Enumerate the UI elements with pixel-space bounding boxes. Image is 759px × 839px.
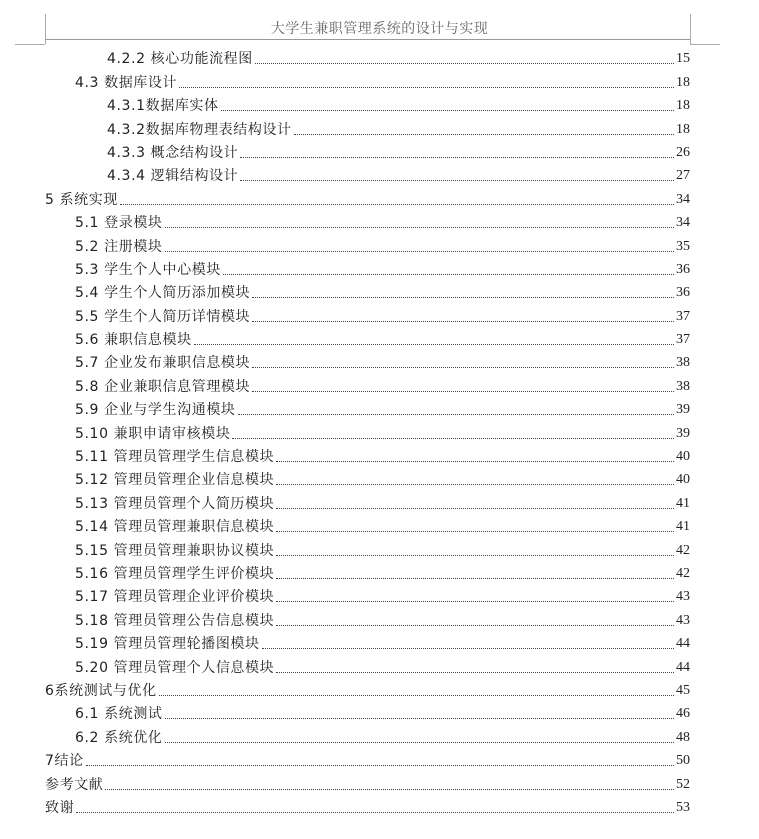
toc-entry[interactable] [45, 536, 690, 559]
toc-entry-label: 5.15 管理员管理兼职协议模块 [75, 542, 275, 559]
toc-entry-page-number: 45 [676, 682, 690, 698]
toc-entry-label: 5.12 管理员管理企业信息模块 [75, 472, 275, 489]
toc-entry[interactable] [45, 583, 690, 606]
toc-dot-leader [255, 63, 674, 64]
toc-entry-label: 致谢 [45, 799, 75, 816]
header-rule [45, 39, 690, 40]
toc-entry-page-number: 40 [676, 449, 690, 465]
toc-entry[interactable] [45, 372, 690, 395]
toc-dot-leader [276, 531, 674, 532]
toc-entry[interactable] [45, 279, 690, 302]
toc-entry[interactable] [45, 747, 690, 770]
toc-entry-page-number: 26 [676, 144, 690, 160]
toc-entry-page-number: 34 [676, 215, 690, 231]
toc-entry-label: 5.13 管理员管理个人简历模块 [75, 495, 275, 512]
toc-entry[interactable] [45, 489, 690, 512]
toc-entry-page-number: 36 [676, 261, 690, 277]
toc-entry[interactable] [45, 115, 690, 138]
toc-entry[interactable] [45, 92, 690, 115]
toc-dot-leader [165, 742, 674, 743]
toc-dot-leader [276, 601, 674, 602]
toc-entry[interactable] [45, 256, 690, 279]
toc-entry-label: 5.9 企业与学生沟通模块 [75, 402, 236, 419]
toc-dot-leader [276, 578, 674, 579]
toc-entry-page-number: 39 [676, 402, 690, 418]
toc-dot-leader [105, 789, 674, 790]
toc-entry-label: 4.2.2 核心功能流程图 [107, 51, 253, 68]
toc-entry-page-number: 18 [676, 121, 690, 137]
toc-dot-leader [276, 508, 674, 509]
toc-entry[interactable] [45, 466, 690, 489]
toc-entry[interactable] [45, 209, 690, 232]
toc-dot-leader [120, 204, 674, 205]
toc-dot-leader [276, 484, 674, 485]
toc-dot-leader [276, 461, 674, 462]
crop-mark-top-left-horizontal [15, 44, 45, 45]
toc-dot-leader [179, 87, 674, 88]
toc-entry-page-number: 35 [676, 238, 690, 254]
toc-entry-label: 5.10 兼职申请审核模块 [75, 425, 231, 442]
page-header-title: 大学生兼职管理系统的设计与实现 [270, 21, 489, 37]
toc-entry-label: 5.6 兼职信息模块 [75, 332, 192, 349]
toc-entry-page-number: 44 [676, 636, 690, 652]
toc-entry-label: 5.7 企业发布兼职信息模块 [75, 355, 251, 372]
toc-entry-page-number: 48 [676, 729, 690, 745]
toc-entry-page-number: 53 [676, 799, 690, 815]
toc-entry-page-number: 37 [676, 332, 690, 348]
toc-entry-page-number: 43 [676, 589, 690, 605]
toc-entry-page-number: 37 [676, 308, 690, 324]
toc-dot-leader [276, 625, 674, 626]
toc-entry-label: 7结论 [45, 753, 84, 770]
toc-dot-leader [252, 367, 674, 368]
toc-entry-page-number: 27 [676, 168, 690, 184]
toc-dot-leader [165, 718, 674, 719]
toc-entry[interactable] [45, 185, 690, 208]
toc-entry[interactable] [45, 45, 690, 68]
toc-entry-label: 4.3.3 概念结构设计 [107, 144, 239, 161]
toc-entry-page-number: 38 [676, 378, 690, 394]
toc-entry-page-number: 18 [676, 98, 690, 114]
toc-entry[interactable] [45, 349, 690, 372]
toc-dot-leader [276, 555, 674, 556]
toc-entry-label: 6.1 系统测试 [75, 706, 163, 723]
toc-entry[interactable] [45, 700, 690, 723]
toc-dot-leader [223, 274, 674, 275]
toc-dot-leader [194, 344, 674, 345]
toc-entry-label: 5.3 学生个人中心模块 [75, 261, 221, 278]
toc-dot-leader [294, 134, 674, 135]
toc-entry[interactable] [45, 606, 690, 629]
toc-entry[interactable] [45, 794, 690, 817]
toc-entry-page-number: 34 [676, 191, 690, 207]
toc-entry-page-number: 18 [676, 74, 690, 90]
crop-mark-top-right-horizontal [690, 44, 720, 45]
toc-entry[interactable] [45, 723, 690, 746]
toc-dot-leader [252, 391, 674, 392]
toc-entry[interactable] [45, 302, 690, 325]
toc-dot-leader [238, 414, 674, 415]
toc-dot-leader [252, 297, 674, 298]
toc-entry[interactable] [45, 326, 690, 349]
toc-dot-leader [262, 648, 674, 649]
toc-entry-label: 6系统测试与优化 [45, 682, 157, 699]
table-of-contents [45, 45, 690, 817]
toc-entry-label: 5.14 管理员管理兼职信息模块 [75, 519, 275, 536]
toc-entry-page-number: 44 [676, 659, 690, 675]
toc-entry-label: 5 系统实现 [45, 191, 118, 208]
toc-entry[interactable] [45, 630, 690, 653]
toc-entry-label: 5.1 登录模块 [75, 215, 163, 232]
toc-entry-page-number: 41 [676, 495, 690, 511]
toc-entry-page-number: 50 [676, 753, 690, 769]
toc-entry[interactable] [45, 443, 690, 466]
toc-entry-label: 6.2 系统优化 [75, 729, 163, 746]
toc-entry-label: 4.3.1数据库实体 [107, 98, 219, 115]
toc-entry-label: 5.16 管理员管理学生评价模块 [75, 565, 275, 582]
toc-entry-page-number: 39 [676, 425, 690, 441]
toc-dot-leader [232, 438, 674, 439]
toc-entry[interactable] [45, 232, 690, 255]
toc-entry[interactable] [45, 396, 690, 419]
toc-entry-label: 5.5 学生个人简历详情模块 [75, 308, 251, 325]
toc-entry[interactable] [45, 677, 690, 700]
toc-entry-page-number: 41 [676, 519, 690, 535]
toc-entry-label: 参考文献 [45, 776, 104, 793]
toc-entry[interactable] [45, 513, 690, 536]
toc-dot-leader [86, 765, 674, 766]
toc-entry-page-number: 40 [676, 472, 690, 488]
toc-entry-label: 5.8 企业兼职信息管理模块 [75, 378, 251, 395]
toc-entry[interactable] [45, 162, 690, 185]
toc-entry-label: 5.17 管理员管理企业评价模块 [75, 589, 275, 606]
toc-entry-label: 4.3.4 逻辑结构设计 [107, 168, 239, 185]
toc-entry[interactable] [45, 419, 690, 442]
toc-dot-leader [276, 672, 674, 673]
toc-entry-page-number: 52 [676, 776, 690, 792]
toc-dot-leader [240, 180, 674, 181]
toc-entry-label: 5.11 管理员管理学生信息模块 [75, 449, 275, 466]
toc-entry[interactable] [45, 68, 690, 91]
toc-entry[interactable] [45, 653, 690, 676]
toc-dot-leader [165, 227, 674, 228]
toc-entry[interactable] [45, 139, 690, 162]
toc-dot-leader [76, 812, 674, 813]
toc-entry-page-number: 42 [676, 542, 690, 558]
toc-entry-label: 4.3.2数据库物理表结构设计 [107, 121, 292, 138]
toc-entry-page-number: 46 [676, 706, 690, 722]
toc-entry-page-number: 43 [676, 612, 690, 628]
toc-entry-page-number: 38 [676, 355, 690, 371]
toc-dot-leader [240, 157, 674, 158]
toc-dot-leader [221, 110, 674, 111]
toc-entry-label: 4.3 数据库设计 [75, 74, 178, 91]
toc-dot-leader [252, 321, 674, 322]
toc-dot-leader [165, 251, 674, 252]
toc-dot-leader [159, 695, 674, 696]
toc-entry-label: 5.19 管理员管理轮播图模块 [75, 636, 260, 653]
toc-entry-label: 5.2 注册模块 [75, 238, 163, 255]
toc-entry-page-number: 15 [676, 51, 690, 67]
toc-entry[interactable] [45, 560, 690, 583]
toc-entry-label: 5.20 管理员管理个人信息模块 [75, 659, 275, 676]
toc-entry-label: 5.4 学生个人简历添加模块 [75, 285, 251, 302]
toc-entry-page-number: 42 [676, 565, 690, 581]
toc-entry-page-number: 36 [676, 285, 690, 301]
toc-entry-label: 5.18 管理员管理公告信息模块 [75, 612, 275, 629]
toc-entry[interactable] [45, 770, 690, 793]
